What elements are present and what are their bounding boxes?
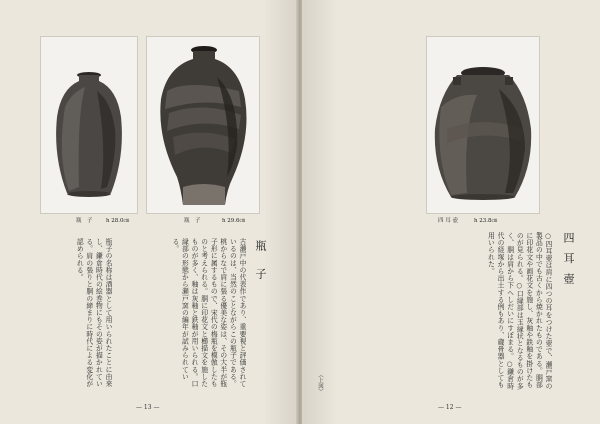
vase-photo-1 [40,36,138,214]
photo3-caption-name: 四 耳 壺 [438,218,458,224]
photo1-caption-size: h 28.0㎝ [106,218,130,224]
section-title-left: 瓶 子 [254,240,267,282]
photo3-caption-size: h 23.8㎝ [474,218,498,224]
jar-photo [426,36,540,214]
left-page [0,0,298,424]
photo1-caption-name: 瓶 子 [76,218,93,224]
body-text-right: ○四耳壺は肩に四つの耳をつけた壺で、瀬戸窯の製品の中でも古くから焼かれたものである。胴部に印花文や画花文を施し、灰釉や鉄釉を掛けたものが見られる。○口縁部は玉縁状となるものが多く、胴は肩から下へしだいにすぼまる。○鎌倉時代の経塚から出土する例もあり、蔵骨器としても用いられた。 [486,232,552,390]
section-title-right: 四 耳 壺 [562,232,575,287]
body-text-left: 古瀬戸中の代表作であり、重要視と評価されているのは、当然のことながらこの瓶子である。桃からなで肩に張る優美な姿は、その大半が瓶子形に属するもので、宋代の梅瓶を模倣したものと考えられる。胴に印花文と櫛描文を施したものが多く、釉は灰釉と鉄釉が用いられる。口縁部の形態から瀬戸窯の編年が試みられている。 [170,238,246,388]
body-text-left-2: 瓶子の名称は酒器として用いられたことに由来し、鎌倉時代の絵巻物にもその姿が描かれている。肩の張りと胴の締まりに時代による変化が認められる。 [75,238,112,388]
photo2-caption-size: h 29.6㎝ [222,218,246,224]
right-page [302,0,600,424]
photo2-caption-name: 瓶 子 [184,218,201,224]
page-number-right: — 12 — [438,404,462,411]
vase-photo-2 [146,36,260,214]
figure-note: （上図） [317,372,323,394]
page-number-left: — 13 — [136,404,160,411]
